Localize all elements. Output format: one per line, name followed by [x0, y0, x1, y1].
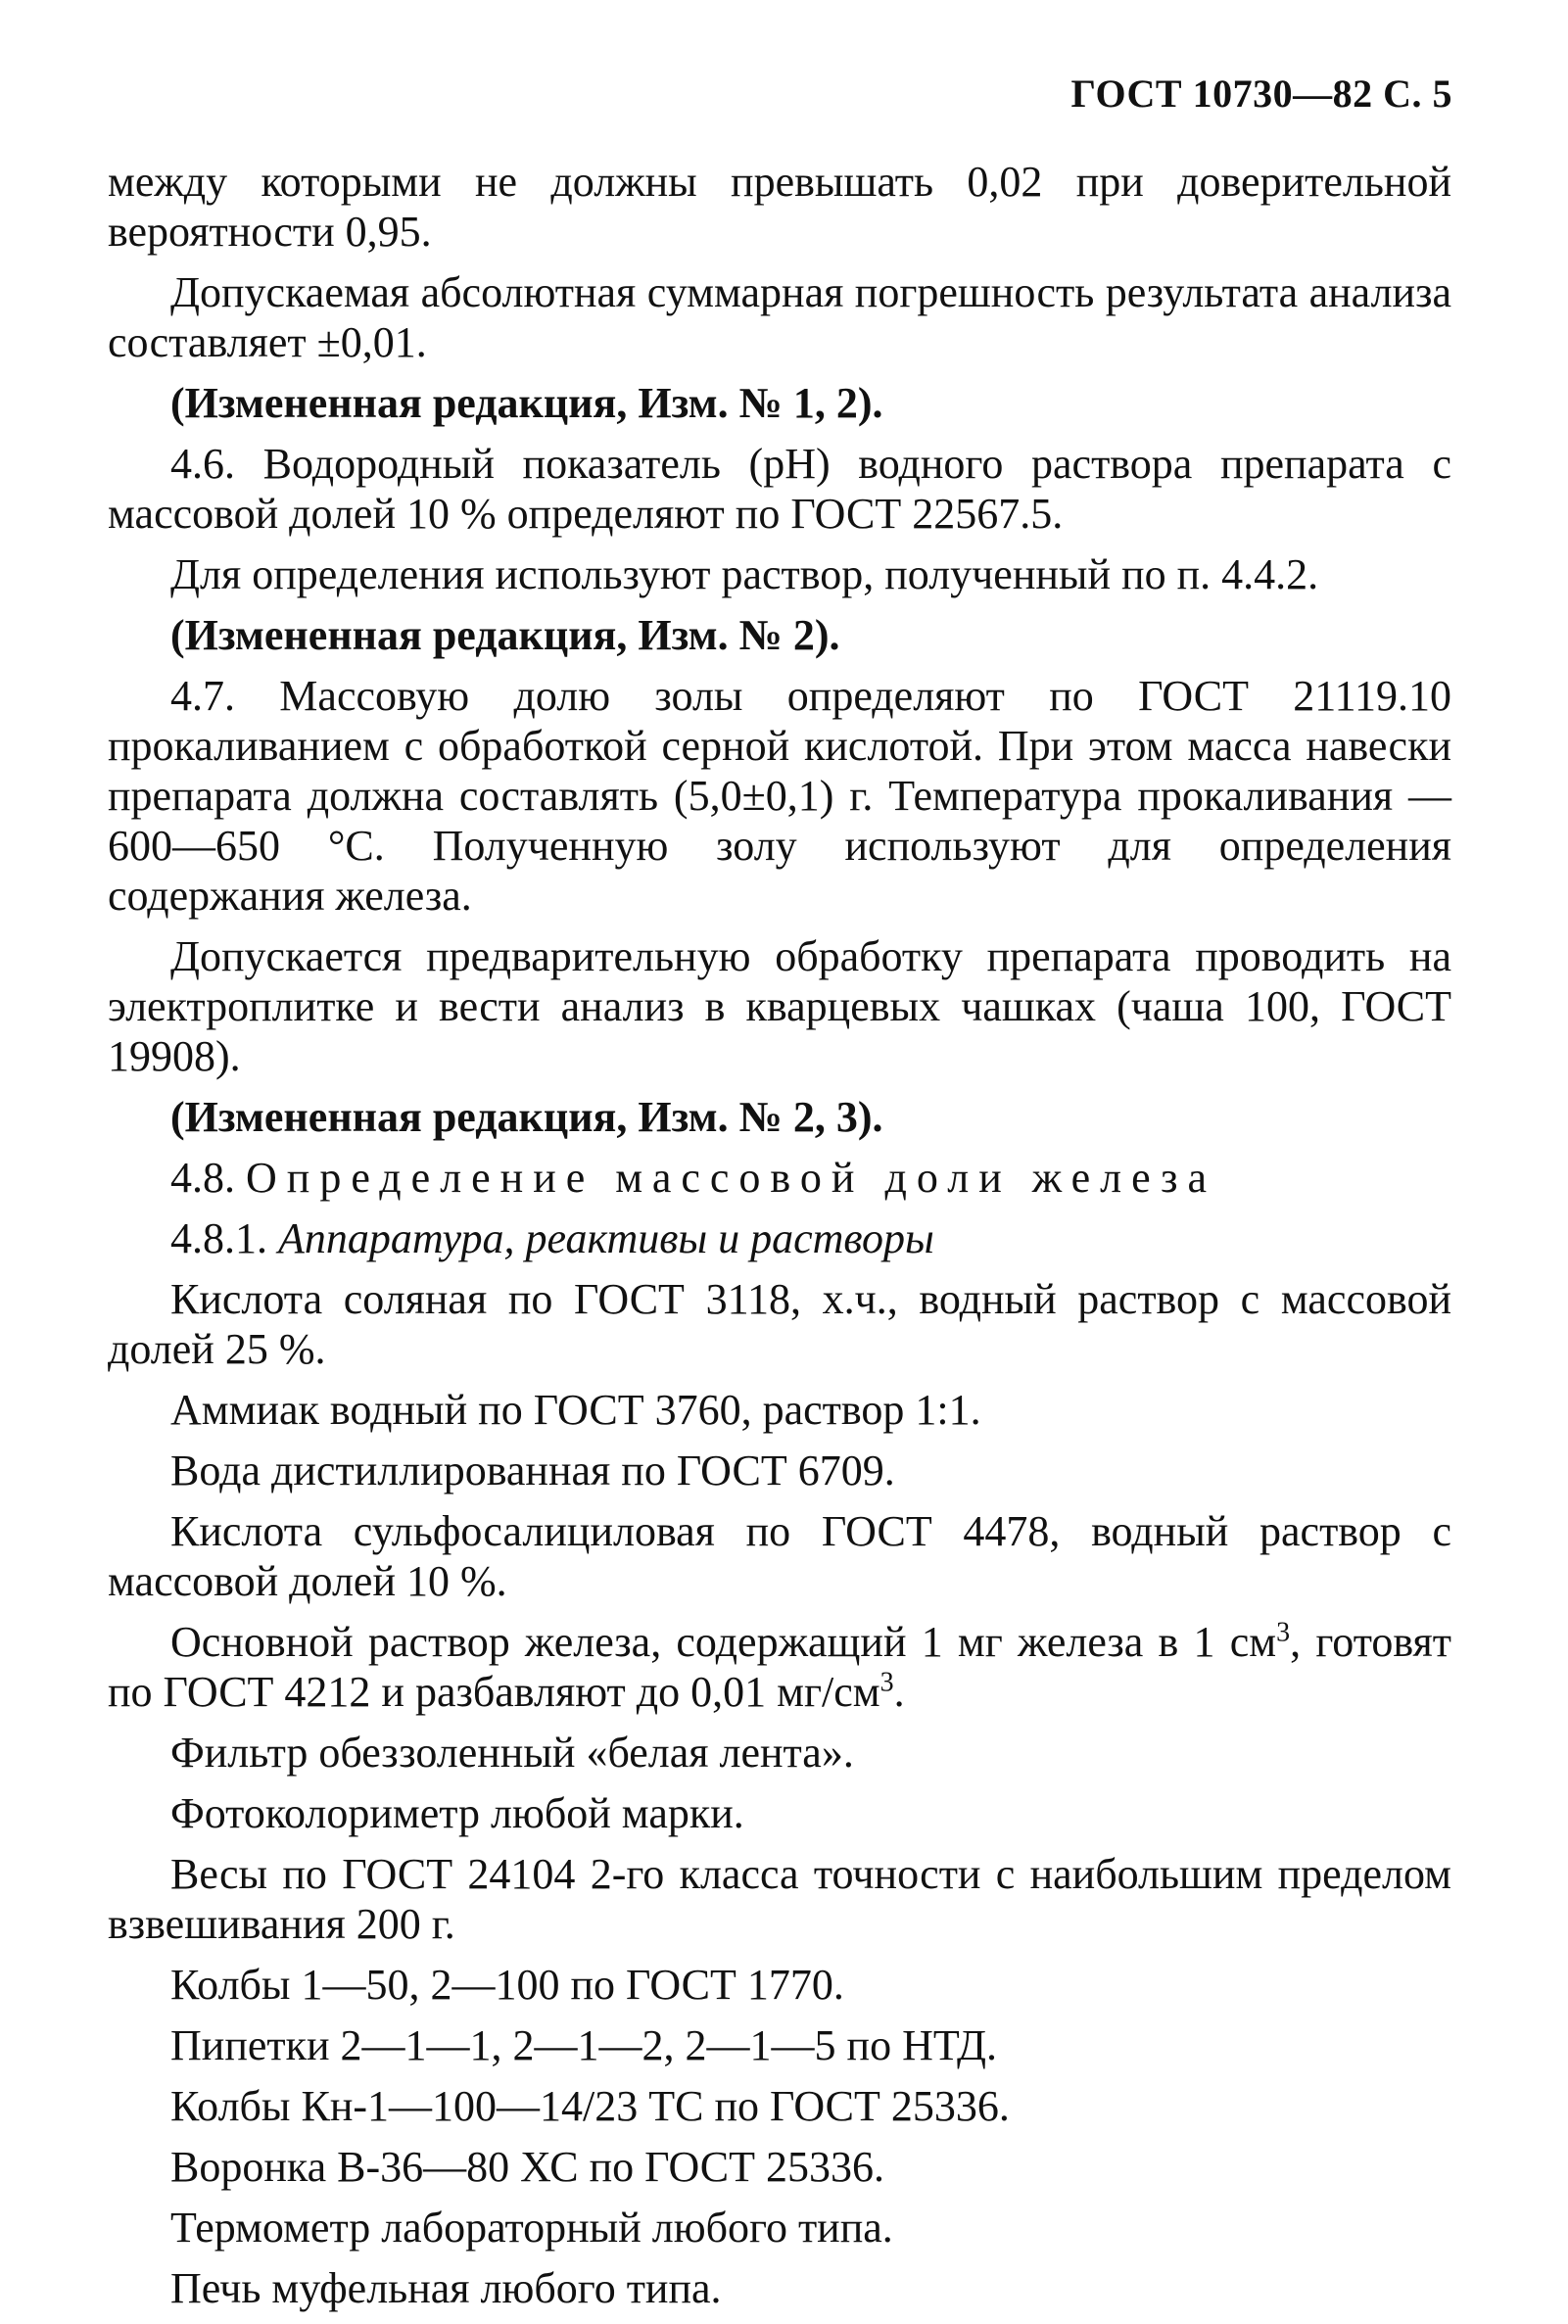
paragraph-solution-reference: Для определения используют раствор, полученный по п. 4.4.2.	[170, 550, 1319, 598]
text-run: Основной раствор железа, содержащий 1 мг железа в 1 см	[170, 1618, 1277, 1666]
list-item-conical-flasks: Колбы Кн-1—100—14/23 ТС по ГОСТ 25336.	[170, 2082, 1010, 2130]
clause-title: Аппаратура, реактивы и растворы	[278, 1214, 934, 1262]
amendment-note: (Измененная редакция, Изм. № 2).	[170, 611, 840, 659]
list-item-scales: Весы по ГОСТ 24104 2-го класса точности с наибольшим пределом взвешивания 200 г.	[108, 1850, 1451, 1948]
clause-4-6: 4.6. Водородный показатель (pH) водного раствора препарата с массовой долей 10 % определяют по ГОСТ 22567.5.	[108, 440, 1451, 538]
running-header: ГОСТ 10730—82 С. 5	[1070, 71, 1452, 116]
list-item-filter: Фильтр обеззоленный «белая лента».	[170, 1729, 854, 1777]
text-run: .	[893, 1668, 905, 1716]
document-body	[108, 157, 1451, 2324]
list-item-ammonia: Аммиак водный по ГОСТ 3760, раствор 1:1.	[170, 1386, 981, 1434]
list-item-funnel: Воронка В-36—80 ХС по ГОСТ 25336.	[170, 2143, 885, 2191]
clause-4-8-heading	[108, 1153, 1451, 1203]
paragraph-continuation: между которыми не должны превышать 0,02 при доверительной вероятности 0,95.	[108, 158, 1451, 256]
superscript: 3	[879, 1667, 894, 1698]
clause-number: 4.8.	[170, 1154, 235, 1202]
list-item-thermometer: Термометр лабораторный любого типа.	[170, 2204, 893, 2252]
list-item-sulfosalicylic-acid: Кислота сульфосалициловая по ГОСТ 4478, водный раствор с массовой долей 10 %.	[108, 1507, 1451, 1605]
superscript: 3	[1276, 1617, 1291, 1648]
list-item-iron-solution	[108, 1617, 1451, 1717]
list-item-photocolorimeter: Фотоколориметр любой марки.	[170, 1789, 744, 1837]
list-item-muffle-furnace: Печь муфельная любого типа.	[170, 2264, 722, 2312]
amendment-note: (Измененная редакция, Изм. № 1, 2).	[170, 379, 883, 427]
list-item-pipettes: Пипетки 2—1—1, 2—1—2, 2—1—5 по НТД.	[170, 2021, 997, 2069]
clause-4-7: 4.7. Массовую долю золы определяют по ГОСТ 21119.10 прокаливанием с обработкой серной кислотой. При этом масса навески препарата должна составлять (5,0±0,1) г. Температура прокаливания — 600—650 °С. Полученную золу используют для определения содержания железа.	[108, 672, 1451, 920]
list-item-flasks: Колбы 1—50, 2—100 по ГОСТ 1770.	[170, 1961, 844, 2009]
paragraph-error-tolerance: Допускаемая абсолютная суммарная погрешность результата анализа составляет ±0,01.	[108, 268, 1451, 366]
list-item-hydrochloric-acid: Кислота соляная по ГОСТ 3118, х.ч., водный раствор с массовой долей 25 %.	[108, 1275, 1451, 1373]
clause-4-8-1-heading	[108, 1213, 1451, 1263]
text-run: , готовят по ГОСТ 4212 и разбавляют до 0,01 мг/см	[108, 1618, 1452, 1716]
clause-title: Определение массовой доли железа	[246, 1154, 1217, 1202]
list-item-distilled-water: Вода дистиллированная по ГОСТ 6709.	[170, 1447, 895, 1494]
clause-number: 4.8.1.	[170, 1214, 267, 1262]
paragraph-preliminary-treatment: Допускается предварительную обработку препарата проводить на электроплитке и вести анализ в кварцевых чашках (чаша 100, ГОСТ 19908).	[108, 932, 1451, 1080]
amendment-note: (Измененная редакция, Изм. № 2, 3).	[170, 1093, 883, 1141]
